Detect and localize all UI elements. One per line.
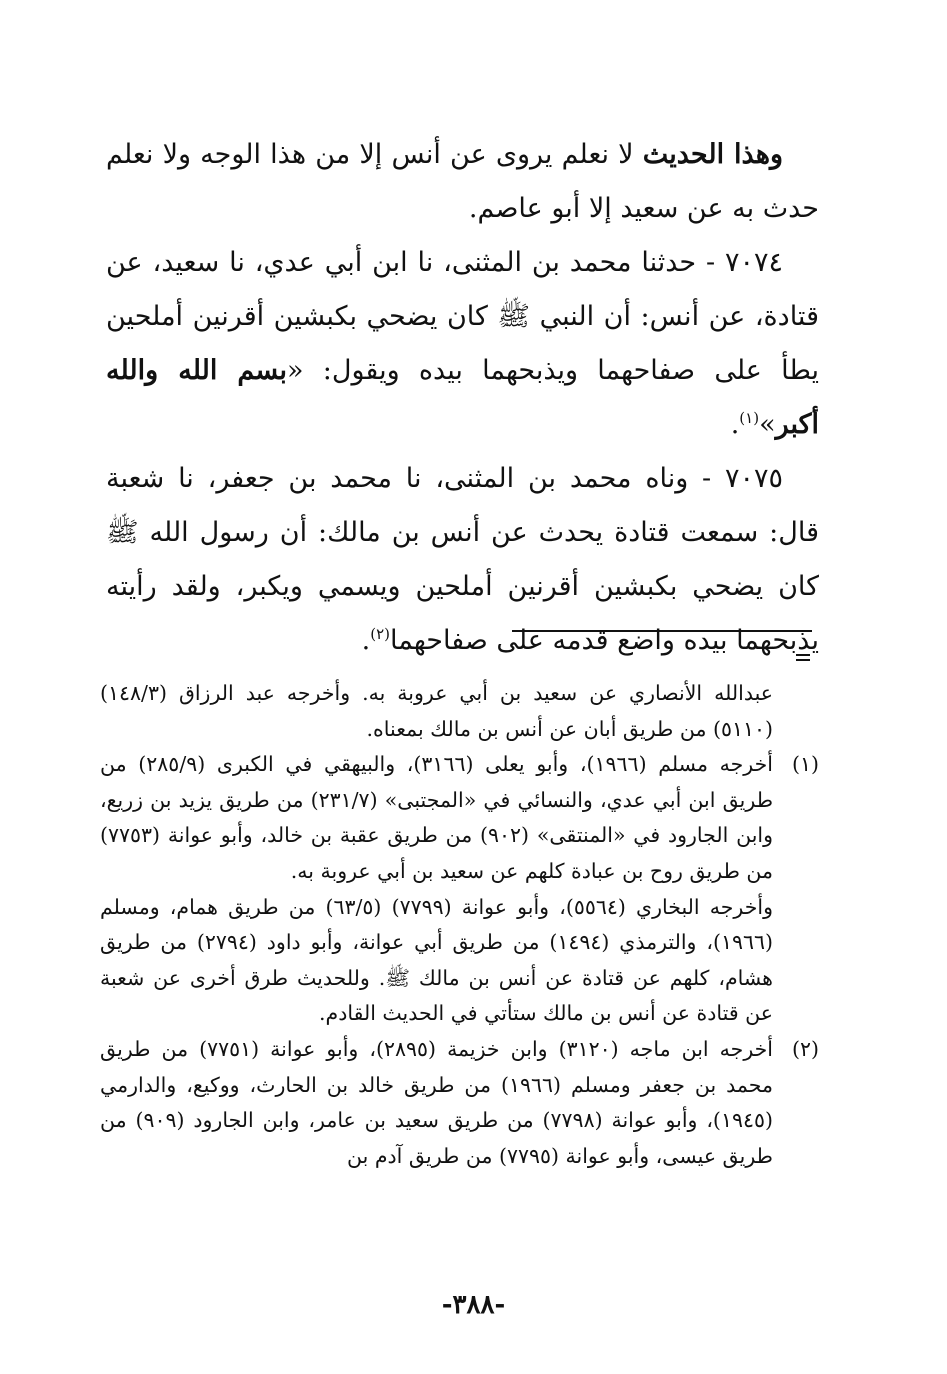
footnote-number: (٢) bbox=[791, 1036, 819, 1061]
page-number: -٣٨٨- bbox=[441, 1290, 506, 1320]
main-text bbox=[106, 128, 819, 668]
footnote-body: أخرجه ابن ماجه (٣١٢٠) وابن خزيمة (٢٨٩٥)، وأبو عوانة (٧٧٥١) من طريق محمد بن جعفر ومسلم (١٩٦٦) من طريق خالد بن الحارث، ووكيع، والدارمي (١٩٤٥)، وأبو عوانة (٧٧٩٨) من طريق سعيد بن عامر، وابن الجارود (٩٠٩) من طريق عيسى، وأبو عوانة (٧٧٩٥) من طريق آدم بن bbox=[100, 1036, 774, 1168]
quoted-phrase: بسم الله والله أكبر bbox=[106, 355, 819, 440]
paragraph-commentary: وهذا الحديث لا نعلم يروى عن أنس إلا من هذا الوجه ولا نعلم حدث به عن سعيد إلا أبو عاصم. bbox=[106, 139, 819, 224]
continuation-mark bbox=[796, 654, 810, 656]
footnotes bbox=[100, 676, 819, 1174]
emphasis-text: وهذا الحديث bbox=[642, 139, 783, 170]
footnote-ref-2: (٢) bbox=[370, 625, 390, 643]
footnote-separator bbox=[512, 630, 812, 632]
footnote-ref-1: (١) bbox=[739, 409, 760, 427]
hadith-7074: ٧٠٧٤ - حدثنا محمد بن المثنى، نا ابن أبي عدي، نا سعيد، عن قتادة، عن أنس: أن النبي ﷺ كان يضحي بكبشين أقرنين أملحين يطأ على صفاحهما ويذبحهما بيده ويقول: «بسم الله والله أكبر»$^{(١)}$. bbox=[106, 247, 819, 440]
footnote-2 bbox=[100, 1032, 819, 1174]
footnote-1 bbox=[100, 747, 819, 1032]
hadith-7075: ٧٠٧٥ - وناه محمد بن المثنى، نا محمد بن جعفر، نا شعبة قال: سمعت قتادة يحدث عن أنس بن مالك: أن رسول الله ﷺ كان يضحي بكبشين أقرنين أملحين ويسمي ويكبر، ولقد رأيته يذبحهما بيده واضع قدمه على صفاحهما$^{(٢)}$. bbox=[106, 463, 819, 656]
footnote-body: أخرجه مسلم (١٩٦٦)، وأبو يعلى (٣١٦٦)، والبيهقي في الكبرى (٢٨٥/٩) من طريق ابن أبي عدي، والنسائي في «المجتبى» (٢٣١/٧) من طريق يزيد بن زريع، وابن الجارود في «المنتقى» (٩٠٢) من طريق عقبة بن خالد، وأبو عوانة (٧٧٥٣) من طريق روح بن عبادة كلهم عن سعيد بن أبي عروبة به. وأخرجه البخاري (٥٥٦٤)، وأبو عوانة (٧٧٩٩) (٦٣/٥) من طريق همام، ومسلم (١٩٦٦)، والترمذي (١٤٩٤) من طريق أبي عوانة، وأبو داود (٢٧٩٤) من طريق هشام، كلهم عن قتادة عن أنس بن مالك ﷺ. وللحديث طرق أخرى عن شعبة عن قتادة عن أنس بن مالك ستأتي في الحديث القادم. bbox=[100, 752, 774, 1026]
footnote-number: (١) bbox=[791, 752, 819, 777]
footnote-continuation: عبدالله الأنصاري عن سعيد بن أبي عروبة به. وأخرجه عبد الرزاق (١٤٨/٣) (٥١١٠) من طريق أبان عن أنس بن مالك بمعناه. bbox=[100, 681, 773, 741]
